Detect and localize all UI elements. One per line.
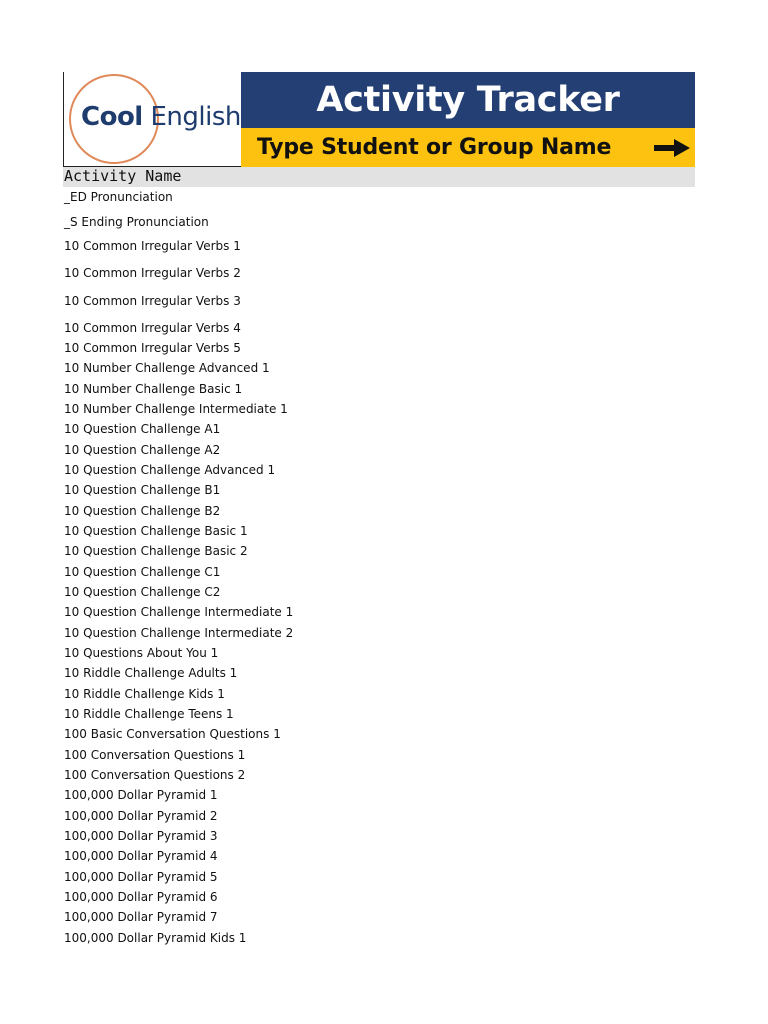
list-item[interactable]: 100,000 Dollar Pyramid 4 — [64, 849, 218, 863]
list-item[interactable]: 10 Questions About You 1 — [64, 646, 219, 660]
list-item[interactable]: 10 Common Irregular Verbs 3 — [64, 294, 241, 308]
list-item[interactable]: 10 Question Challenge A2 — [64, 443, 221, 457]
list-item[interactable]: 100,000 Dollar Pyramid 1 — [64, 788, 218, 802]
logo-text — [81, 102, 241, 132]
list-item[interactable]: 100 Conversation Questions 2 — [64, 768, 246, 782]
banner-subtitle-field[interactable] — [241, 128, 695, 167]
list-item[interactable]: 10 Common Irregular Verbs 2 — [64, 266, 241, 280]
list-item[interactable]: 10 Question Challenge C1 — [64, 565, 221, 579]
list-item[interactable]: 100 Basic Conversation Questions 1 — [64, 727, 281, 741]
list-item[interactable]: 10 Question Challenge Intermediate 1 — [64, 605, 294, 619]
list-item[interactable]: 10 Riddle Challenge Kids 1 — [64, 687, 225, 701]
list-item[interactable]: 10 Riddle Challenge Adults 1 — [64, 666, 238, 680]
banner-title: Activity Tracker — [241, 72, 695, 128]
list-item[interactable]: 100,000 Dollar Pyramid 2 — [64, 809, 218, 823]
list-item[interactable]: _S Ending Pronunciation — [64, 215, 209, 229]
list-item[interactable]: _ED Pronunciation — [64, 190, 173, 204]
logo-word-english: English — [150, 102, 241, 132]
list-item[interactable]: 10 Number Challenge Advanced 1 — [64, 361, 270, 375]
list-item[interactable]: 10 Common Irregular Verbs 4 — [64, 321, 241, 335]
list-item[interactable]: 100 Conversation Questions 1 — [64, 748, 246, 762]
list-item[interactable]: 100,000 Dollar Pyramid 5 — [64, 870, 218, 884]
list-item[interactable]: 10 Number Challenge Intermediate 1 — [64, 402, 288, 416]
list-item[interactable]: 10 Question Challenge C2 — [64, 585, 221, 599]
list-item[interactable]: 100,000 Dollar Pyramid 7 — [64, 910, 218, 924]
cool-english-logo — [63, 72, 241, 167]
table-header-row — [63, 167, 695, 187]
list-item[interactable]: 100,000 Dollar Pyramid Kids 1 — [64, 931, 247, 945]
list-item[interactable]: 100,000 Dollar Pyramid 3 — [64, 829, 218, 843]
banner-subtitle[interactable]: Type Student or Group Name — [257, 135, 612, 160]
list-item[interactable]: 10 Question Challenge A1 — [64, 422, 221, 436]
column-header-activity-name: Activity Name — [64, 167, 182, 185]
list-item[interactable]: 10 Question Challenge Advanced 1 — [64, 463, 276, 477]
list-item[interactable]: 100,000 Dollar Pyramid 6 — [64, 890, 218, 904]
list-item[interactable]: 10 Common Irregular Verbs 5 — [64, 341, 241, 355]
list-item[interactable]: 10 Number Challenge Basic 1 — [64, 382, 243, 396]
list-item[interactable]: 10 Question Challenge Basic 2 — [64, 544, 248, 558]
list-item[interactable]: 10 Question Challenge B1 — [64, 483, 221, 497]
list-item[interactable]: 10 Question Challenge B2 — [64, 504, 221, 518]
list-item[interactable]: 10 Riddle Challenge Teens 1 — [64, 707, 234, 721]
list-item[interactable]: 10 Question Challenge Intermediate 2 — [64, 626, 294, 640]
right-arrow-icon — [654, 139, 690, 157]
logo-word-cool: Cool — [81, 102, 143, 132]
list-item[interactable]: 10 Common Irregular Verbs 1 — [64, 239, 241, 253]
list-item[interactable]: 10 Question Challenge Basic 1 — [64, 524, 248, 538]
